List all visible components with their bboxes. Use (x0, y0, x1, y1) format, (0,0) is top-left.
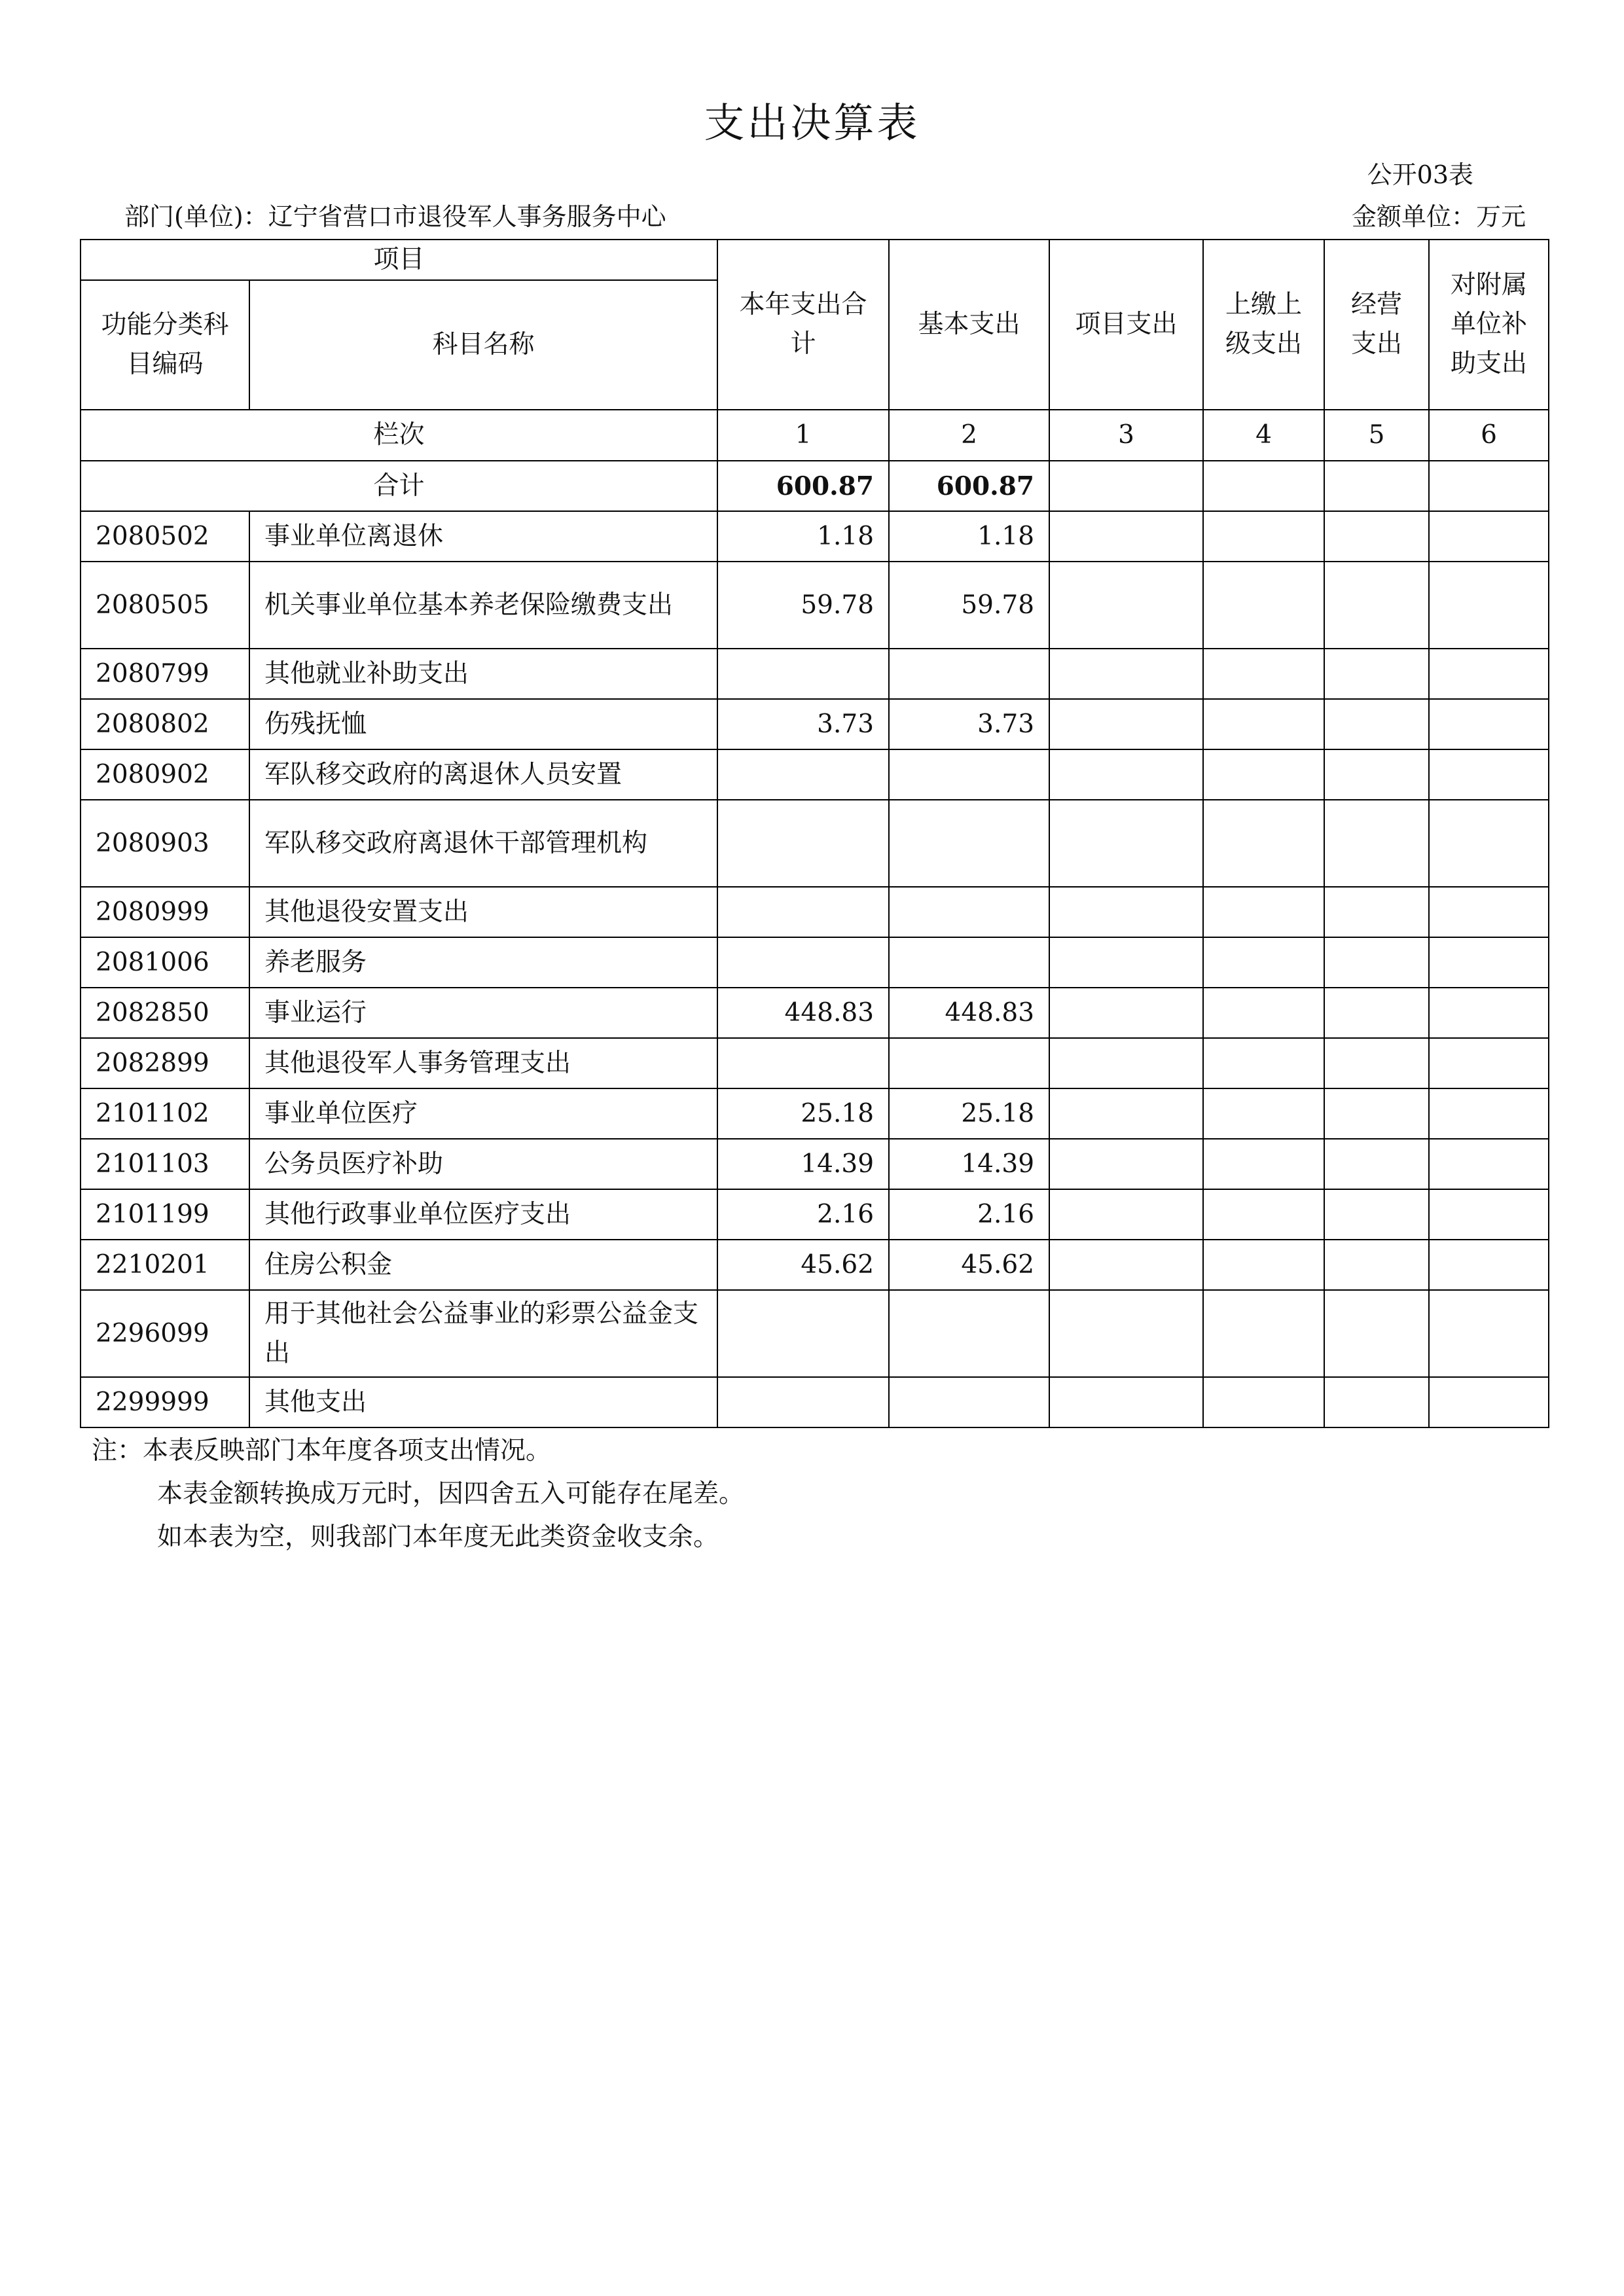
row-basic: 448.83 (889, 988, 1049, 1038)
row-code: 2299999 (81, 1377, 249, 1427)
row-code: 2080502 (81, 511, 249, 562)
row-total (717, 1038, 889, 1088)
total-row-project (1049, 461, 1203, 511)
row-project (1049, 1139, 1203, 1189)
row-subject-name: 机关事业单位基本养老保险缴费支出 (249, 562, 717, 649)
column-index-num: 2 (889, 410, 1049, 461)
row-total: 1.18 (717, 511, 889, 562)
column-index-num: 4 (1203, 410, 1324, 461)
note-line: 如本表为空，则我部门本年度无此类资金收支余。 (157, 1522, 719, 1552)
amount-unit-label: 金额单位：万元 (1351, 202, 1526, 231)
row-subsidy (1429, 887, 1549, 937)
row-business (1324, 800, 1429, 887)
row-code: 2080903 (81, 800, 249, 887)
row-subject-name: 伤残抚恤 (249, 699, 717, 749)
page-title: 支出决算表 (704, 99, 920, 147)
row-subsidy (1429, 1038, 1549, 1088)
header-func-code: 功能分类科目编码 (81, 280, 249, 410)
row-business (1324, 699, 1429, 749)
row-business (1324, 562, 1429, 649)
row-code: 2082850 (81, 988, 249, 1038)
row-subject-name: 事业单位离退休 (249, 511, 717, 562)
row-basic (889, 937, 1049, 988)
table-row (81, 562, 1549, 649)
row-subsidy (1429, 937, 1549, 988)
row-code: 2081006 (81, 937, 249, 988)
row-project (1049, 1290, 1203, 1377)
row-total: 45.62 (717, 1240, 889, 1290)
row-basic (889, 1377, 1049, 1427)
row-upper (1203, 749, 1324, 800)
total-row-basic: 600.87 (889, 461, 1049, 511)
row-subsidy (1429, 800, 1549, 887)
column-index-num: 1 (717, 410, 889, 461)
row-business (1324, 988, 1429, 1038)
row-project (1049, 511, 1203, 562)
row-basic (889, 1290, 1049, 1377)
total-row-total: 600.87 (717, 461, 889, 511)
row-project (1049, 800, 1203, 887)
row-basic (889, 887, 1049, 937)
table-row (81, 1088, 1549, 1139)
row-total: 3.73 (717, 699, 889, 749)
row-subject-name: 公务员医疗补助 (249, 1139, 717, 1189)
row-code: 2101199 (81, 1189, 249, 1240)
row-business (1324, 749, 1429, 800)
form-number: 公开03表 (1367, 160, 1473, 189)
row-upper (1203, 511, 1324, 562)
row-upper (1203, 988, 1324, 1038)
row-code: 2080505 (81, 562, 249, 649)
row-basic: 59.78 (889, 562, 1049, 649)
row-upper (1203, 1290, 1324, 1377)
column-index-label: 栏次 (81, 410, 717, 461)
table-row (81, 937, 1549, 988)
row-subsidy (1429, 749, 1549, 800)
row-code: 2080799 (81, 649, 249, 699)
row-subsidy (1429, 511, 1549, 562)
column-index-num: 6 (1429, 410, 1549, 461)
total-row-business (1324, 461, 1429, 511)
row-subject-name: 用于其他社会公益事业的彩票公益金支出 (249, 1290, 717, 1377)
row-basic (889, 749, 1049, 800)
row-project (1049, 562, 1203, 649)
row-subject-name: 事业运行 (249, 988, 717, 1038)
row-business (1324, 1189, 1429, 1240)
row-business (1324, 1038, 1429, 1088)
table-row (81, 699, 1549, 749)
row-business (1324, 1290, 1429, 1377)
table-row (81, 511, 1549, 562)
row-basic (889, 800, 1049, 887)
row-subject-name: 事业单位医疗 (249, 1088, 717, 1139)
row-upper (1203, 1240, 1324, 1290)
row-project (1049, 1088, 1203, 1139)
row-project (1049, 887, 1203, 937)
row-business (1324, 1139, 1429, 1189)
row-business (1324, 1377, 1429, 1427)
row-total: 14.39 (717, 1139, 889, 1189)
row-subject-name: 军队移交政府离退休干部管理机构 (249, 800, 717, 887)
table-row (81, 1189, 1549, 1240)
notes (92, 1429, 744, 1559)
row-subsidy (1429, 1240, 1549, 1290)
row-upper (1203, 649, 1324, 699)
row-subject-name: 其他就业补助支出 (249, 649, 717, 699)
row-basic: 14.39 (889, 1139, 1049, 1189)
row-subsidy (1429, 649, 1549, 699)
row-subject-name: 养老服务 (249, 937, 717, 988)
total-row-upper (1203, 461, 1324, 511)
table-row (81, 988, 1549, 1038)
table-row (81, 1240, 1549, 1290)
row-subsidy (1429, 988, 1549, 1038)
table-row (81, 1038, 1549, 1088)
row-total (717, 887, 889, 937)
row-upper (1203, 1189, 1324, 1240)
row-upper (1203, 1139, 1324, 1189)
row-subject-name: 其他退役军人事务管理支出 (249, 1038, 717, 1088)
row-basic: 45.62 (889, 1240, 1049, 1290)
row-project (1049, 1240, 1203, 1290)
table-row (81, 1290, 1549, 1377)
department-label: 部门(单位)：辽宁省营口市退役军人事务服务中心 (124, 202, 666, 231)
row-code: 2296099 (81, 1290, 249, 1377)
row-upper (1203, 1038, 1324, 1088)
row-upper (1203, 887, 1324, 937)
row-total (717, 649, 889, 699)
row-project (1049, 1189, 1203, 1240)
row-basic (889, 649, 1049, 699)
row-basic: 1.18 (889, 511, 1049, 562)
table-row (81, 1139, 1549, 1189)
row-basic: 2.16 (889, 1189, 1049, 1240)
row-basic: 25.18 (889, 1088, 1049, 1139)
row-code: 2082899 (81, 1038, 249, 1088)
row-subject-name: 其他行政事业单位医疗支出 (249, 1189, 717, 1240)
row-project (1049, 937, 1203, 988)
row-code: 2080902 (81, 749, 249, 800)
total-row-subsidy (1429, 461, 1549, 511)
row-total (717, 749, 889, 800)
note-line: 注：本表反映部门本年度各项支出情况。 (92, 1436, 552, 1465)
row-project (1049, 1377, 1203, 1427)
row-subsidy (1429, 1139, 1549, 1189)
expenditure-table (80, 239, 1549, 1428)
row-upper (1203, 562, 1324, 649)
row-basic (889, 1038, 1049, 1088)
row-project (1049, 988, 1203, 1038)
row-code: 2080999 (81, 887, 249, 937)
row-project (1049, 749, 1203, 800)
table-row (81, 749, 1549, 800)
row-business (1324, 1088, 1429, 1139)
row-total (717, 937, 889, 988)
row-subject-name: 住房公积金 (249, 1240, 717, 1290)
row-subject-name: 其他退役安置支出 (249, 887, 717, 937)
row-subsidy (1429, 1088, 1549, 1139)
row-total (717, 1290, 889, 1377)
row-business (1324, 649, 1429, 699)
row-business (1324, 511, 1429, 562)
header-col-business: 经营支出 (1324, 240, 1429, 410)
row-code: 2210201 (81, 1240, 249, 1290)
header-col-basic: 基本支出 (889, 240, 1049, 410)
row-project (1049, 1038, 1203, 1088)
row-subject-name: 军队移交政府的离退休人员安置 (249, 749, 717, 800)
row-code: 2080802 (81, 699, 249, 749)
header-col-subsidy: 对附属单位补助支出 (1429, 240, 1549, 410)
row-total (717, 1377, 889, 1427)
row-total: 2.16 (717, 1189, 889, 1240)
row-upper (1203, 1377, 1324, 1427)
table-row (81, 800, 1549, 887)
row-business (1324, 937, 1429, 988)
row-business (1324, 1240, 1429, 1290)
header-col-upper: 上缴上级支出 (1203, 240, 1324, 410)
row-subsidy (1429, 562, 1549, 649)
row-code: 2101103 (81, 1139, 249, 1189)
note-line: 本表金额转换成万元时，因四舍五入可能存在尾差。 (157, 1479, 745, 1509)
row-subsidy (1429, 1290, 1549, 1377)
row-subsidy (1429, 1377, 1549, 1427)
row-total: 59.78 (717, 562, 889, 649)
row-business (1324, 887, 1429, 937)
row-subject-name: 其他支出 (249, 1377, 717, 1427)
row-total: 25.18 (717, 1088, 889, 1139)
row-subsidy (1429, 699, 1549, 749)
column-index-num: 3 (1049, 410, 1203, 461)
row-basic: 3.73 (889, 699, 1049, 749)
table-row (81, 649, 1549, 699)
table-row (81, 887, 1549, 937)
row-code: 2101102 (81, 1088, 249, 1139)
table-row (81, 1377, 1549, 1427)
row-upper (1203, 1088, 1324, 1139)
header-col-total: 本年支出合计 (717, 240, 889, 410)
row-upper (1203, 937, 1324, 988)
row-upper (1203, 699, 1324, 749)
row-project (1049, 649, 1203, 699)
row-total (717, 800, 889, 887)
header-subject-name: 科目名称 (249, 280, 717, 410)
row-subsidy (1429, 1189, 1549, 1240)
header-col-project: 项目支出 (1049, 240, 1203, 410)
header-project: 项目 (81, 240, 717, 280)
row-total: 448.83 (717, 988, 889, 1038)
column-index-num: 5 (1324, 410, 1429, 461)
row-upper (1203, 800, 1324, 887)
row-project (1049, 699, 1203, 749)
total-row-label: 合计 (81, 461, 717, 511)
